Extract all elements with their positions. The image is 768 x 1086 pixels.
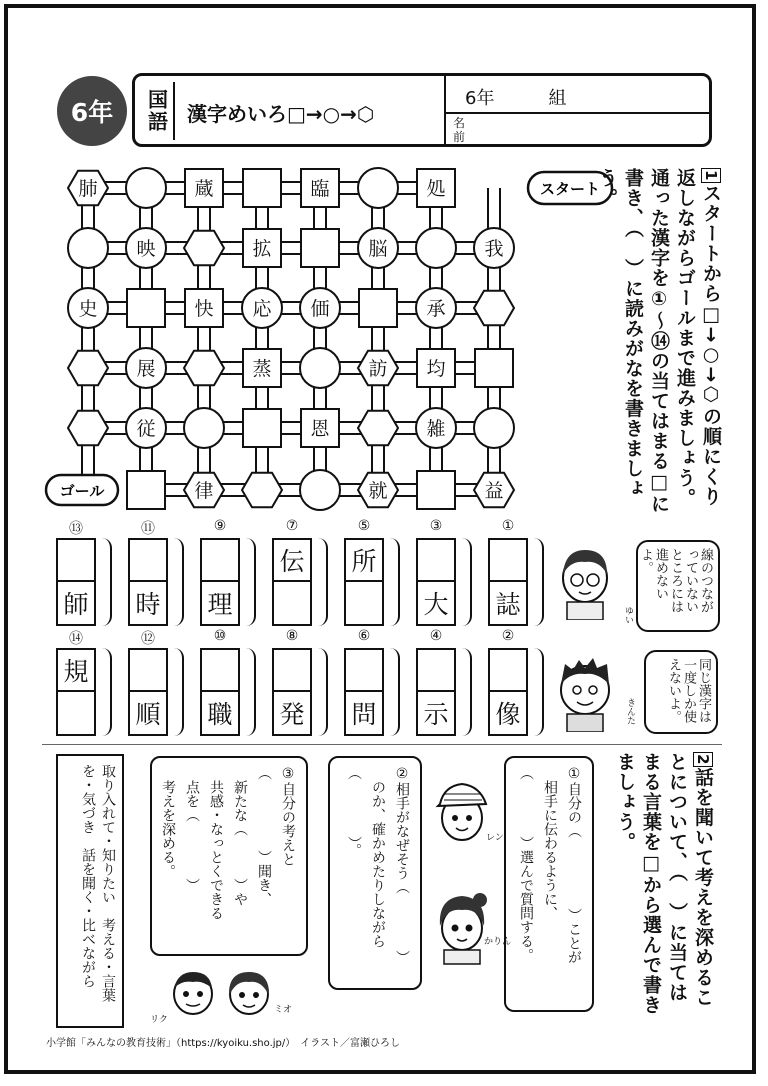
maze-kanji: 展 [136, 358, 156, 380]
karin-name: かりん [484, 937, 512, 947]
maze-cell-circle [474, 408, 514, 448]
karin-illustration [432, 886, 492, 966]
maze-cell-circle [416, 408, 456, 448]
maze-cell-circle [416, 288, 456, 328]
section-divider [42, 744, 722, 745]
maze-cell-circle [68, 288, 108, 328]
reading-paren[interactable] [458, 648, 472, 736]
answer-blank[interactable] [490, 650, 526, 692]
reading-paren[interactable] [386, 648, 400, 736]
class-field[interactable]: 6年 組 [465, 88, 567, 109]
maze-kanji: 蔵 [194, 178, 214, 200]
question-1-box[interactable]: ①自分の（ ）ことが 相手に伝わるように、 （ ）選んで質問する。 [504, 756, 594, 1012]
maze-cell-square [301, 169, 339, 207]
answer-blank[interactable] [274, 582, 310, 624]
answer-kanji: 順 [135, 700, 161, 729]
answer-kanji-box [128, 538, 168, 626]
answer-kanji: 大 [423, 590, 449, 619]
reading-paren[interactable] [530, 648, 544, 736]
maze-kanji: 承 [426, 298, 446, 320]
maze-cell-hex [358, 351, 398, 386]
section2-number: 2 [694, 754, 712, 766]
kinta-name: きんた [625, 698, 635, 725]
maze-cell-square [417, 471, 455, 509]
maze-kanji: 肺 [78, 178, 98, 200]
question-2-box[interactable]: ②相手がなぜそう（ ） のか、確かめたりしながら （ ）。 [328, 756, 422, 990]
answer-kanji: 理 [207, 590, 233, 619]
reading-paren[interactable] [242, 538, 256, 626]
reading-paren[interactable] [170, 648, 184, 736]
answer-kanji-box [488, 538, 528, 626]
answer-kanji-box [56, 648, 96, 736]
answer-kanji: 発 [279, 700, 305, 729]
header-box [132, 73, 712, 147]
answer-blank[interactable] [202, 540, 238, 582]
maze-kanji: 価 [310, 298, 330, 320]
maze-kanji: 映 [136, 238, 156, 260]
maze-kanji: 史 [78, 298, 98, 320]
answer-kanji-box [272, 538, 312, 626]
section1-instructions [594, 168, 724, 518]
mio-name: ミオ [274, 1005, 293, 1015]
reading-paren[interactable] [458, 538, 472, 626]
ren-illustration [434, 778, 490, 854]
riku-name: リク [150, 1015, 168, 1025]
name-field[interactable] [446, 112, 709, 146]
maze-cell-square [359, 289, 397, 327]
answer-kanji-box [272, 648, 312, 736]
section2-instructions [612, 752, 716, 1022]
reading-paren[interactable] [314, 538, 328, 626]
maze-cell-hex [184, 473, 224, 508]
maze-cell-square [185, 289, 223, 327]
answer-number: ⑧ [285, 628, 299, 644]
maze-cell-square [243, 169, 281, 207]
grade-badge: 6年 [57, 76, 127, 146]
answer-number: ⑦ [285, 518, 299, 534]
answer-number: ⑫ [141, 631, 155, 647]
section2-text: 話を聞いて考えを深めることについて、（ ）に当てはまる言葉を□から選んで書きましょう。 [614, 752, 714, 1015]
answer-kanji: 時 [135, 590, 161, 619]
maze-cell-square [417, 349, 455, 387]
answer-kanji-box [416, 648, 456, 736]
maze-cell-hex [184, 351, 224, 386]
maze-cell-circle [184, 408, 224, 448]
worksheet-title: 漢字めいろ□→○→⬡ [187, 102, 375, 126]
maze-cell-circle [300, 288, 340, 328]
maze-cell-circle [300, 470, 340, 510]
answer-number: ④ [429, 628, 443, 644]
answer-number: ⑭ [69, 631, 83, 647]
answer-kanji: 問 [351, 700, 377, 729]
answer-number: ⑥ [357, 628, 371, 644]
maze-cell-circle [416, 228, 456, 268]
answer-kanji: 伝 [274, 540, 310, 582]
riku-illustration [168, 966, 218, 1020]
answer-kanji-box [200, 648, 240, 736]
maze-cell-hex [68, 171, 108, 206]
maze-cell-circle [126, 168, 166, 208]
maze-cell-square [127, 471, 165, 509]
reading-paren[interactable] [386, 538, 400, 626]
maze-kanji: 臨 [310, 178, 330, 200]
question-3-box[interactable]: ③自分の考えと （ ）聞き、 新たな（ ）や 共感・なっとくできる 点を（ ） 考えを深める。 [150, 756, 308, 956]
answer-kanji-box [344, 538, 384, 626]
maze-cell-square [417, 169, 455, 207]
answer-kanji: 誌 [495, 590, 521, 619]
yui-speech-bubble: 線のつながっていないところには進めないよ。 [636, 540, 720, 632]
maze-kanji: 恩 [310, 418, 330, 440]
maze-kanji: 拡 [252, 238, 272, 260]
answer-blank[interactable] [346, 582, 382, 624]
answer-kanji: 所 [346, 540, 382, 582]
reading-paren[interactable] [242, 648, 256, 736]
maze-kanji: 益 [484, 480, 504, 502]
answer-blank[interactable] [418, 540, 454, 582]
maze-cell-hex [68, 411, 108, 446]
yui-name: ゆい [623, 606, 633, 624]
answer-kanji-box [56, 538, 96, 626]
yui-illustration [555, 540, 615, 620]
answer-blank[interactable] [490, 540, 526, 582]
answer-kanji-box [488, 648, 528, 736]
answer-blank[interactable] [418, 650, 454, 692]
answer-number: ⑬ [69, 521, 83, 537]
goal-marker [46, 475, 118, 505]
maze-cell-hex [358, 411, 398, 446]
answer-kanji-box [128, 648, 168, 736]
goal-label: ゴール [59, 482, 105, 500]
mio-illustration [224, 966, 274, 1020]
answer-blank[interactable] [346, 650, 382, 692]
maze-cell-square [301, 409, 339, 447]
reading-paren[interactable] [314, 648, 328, 736]
answer-number: ① [501, 518, 515, 534]
maze-kanji: 律 [194, 480, 214, 502]
maze-kanji: 均 [426, 358, 446, 380]
answer-kanji: 師 [63, 590, 89, 619]
maze-cell-circle [126, 348, 166, 388]
subject-label: 国語 [141, 82, 175, 140]
maze-cell-square [475, 349, 513, 387]
name-label: 名前 [453, 116, 466, 144]
maze-cell-hex [242, 473, 282, 508]
answer-number: ⑤ [357, 518, 371, 534]
reading-paren[interactable] [98, 538, 112, 626]
maze-kanji: 従 [136, 418, 156, 440]
maze-kanji: 脳 [368, 238, 388, 260]
reading-paren[interactable] [530, 538, 544, 626]
answer-kanji: 職 [207, 700, 233, 729]
answer-kanji-box [344, 648, 384, 736]
answer-kanji: 示 [423, 700, 449, 729]
ren-name: レン [486, 833, 504, 843]
maze-cell-circle [474, 228, 514, 268]
maze-cell-hex [184, 231, 224, 266]
maze-cell-hex [358, 473, 398, 508]
reading-paren[interactable] [170, 538, 184, 626]
answer-number: ⑨ [213, 518, 227, 534]
kinta-speech-bubble: 同じ漢字は一度しか使えないよ。 [644, 650, 718, 734]
answer-kanji-box [416, 538, 456, 626]
maze-cell-circle [242, 288, 282, 328]
maze-cell-hex [474, 473, 514, 508]
maze-cell-circle [126, 228, 166, 268]
maze-kanji: 我 [484, 238, 504, 260]
section1-text: スタートから□→○→⬡の順にくり返しながらゴールまで進みましょう。通った漢字を①～⑭の当てはまる□に書き、（ ）に読みがなを書きましょう。 [596, 168, 722, 514]
maze-kanji: 雑 [426, 418, 446, 440]
maze-cell-circle [126, 408, 166, 448]
maze-cell-circle [358, 228, 398, 268]
maze-cell-square [243, 229, 281, 267]
answer-kanji: 規 [58, 650, 94, 692]
answer-number: ⑩ [213, 628, 227, 644]
maze-kanji: 訪 [368, 358, 388, 380]
answer-kanji: 像 [495, 700, 521, 729]
maze-cell-square [301, 229, 339, 267]
kanji-maze [50, 160, 601, 520]
maze-cell-square [243, 349, 281, 387]
maze-kanji: 快 [194, 298, 214, 320]
kinta-illustration [553, 648, 617, 732]
answer-blank[interactable] [202, 650, 238, 692]
maze-kanji: 応 [252, 298, 272, 320]
reading-paren[interactable] [98, 648, 112, 736]
maze-cell-hex [68, 351, 108, 386]
answer-blank[interactable] [130, 650, 166, 692]
maze-cell-square [243, 409, 281, 447]
maze-cell-square [127, 289, 165, 327]
start-label: スタート [539, 180, 601, 198]
answer-number: ③ [429, 518, 443, 534]
answer-blank[interactable] [274, 650, 310, 692]
answer-blank[interactable] [130, 540, 166, 582]
maze-cell-hex [474, 291, 514, 326]
maze-cell-circle [358, 168, 398, 208]
maze-kanji: 処 [426, 178, 446, 200]
answer-blank[interactable] [58, 540, 94, 582]
maze-cell-square [185, 169, 223, 207]
answer-blank[interactable] [58, 692, 94, 734]
maze-cell-circle [300, 348, 340, 388]
maze-cell-circle [68, 228, 108, 268]
word-bank: 取り入れて・知りたい 考える・言葉を・気づき 話を聞く・比べながら [56, 754, 124, 1028]
maze-kanji: 就 [368, 480, 388, 502]
section1-number: 1 [702, 170, 720, 182]
answer-number: ② [501, 628, 515, 644]
answer-number: ⑪ [141, 521, 155, 537]
footer-credit: 小学館「みんなの教育技術」（https://kyoiku.sho.jp/） イラスト／富瀬ひろし [46, 1038, 400, 1049]
answer-kanji-box [200, 538, 240, 626]
maze-kanji: 蒸 [252, 358, 272, 380]
